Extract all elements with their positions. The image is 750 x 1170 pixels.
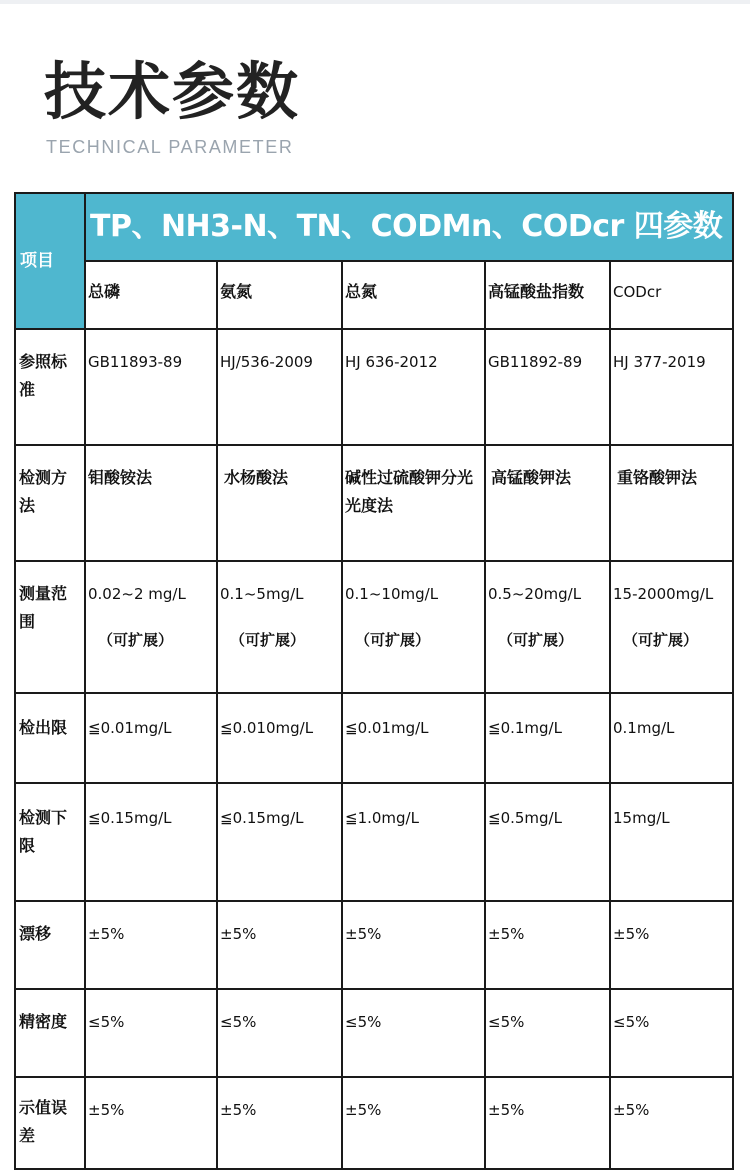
row-label: 漂移 (15, 901, 85, 989)
table-cell: GB11893-89 (85, 329, 217, 445)
table-cell: 高锰酸钾法 (485, 445, 610, 561)
table-cell: ≤5% (610, 989, 733, 1077)
table-cell: GB11892-89 (485, 329, 610, 445)
table-cell: HJ/536-2009 (217, 329, 342, 445)
range-value: 15-2000mg/L (613, 585, 714, 603)
row-label: 参照标准 (15, 329, 85, 445)
table-cell (85, 561, 217, 693)
table-cell: 钼酸铵法 (85, 445, 217, 561)
param-cell: 氨氮 (217, 261, 342, 329)
table-row (15, 445, 733, 561)
table-row (15, 329, 733, 445)
range-value: 0.1~5mg/L (220, 585, 304, 603)
page-title: 技术参数 (44, 55, 301, 128)
table-row (15, 989, 733, 1077)
table-header-row (15, 193, 733, 261)
range-extendable-note: （可扩展） (623, 631, 699, 649)
table-cell: ≦0.1mg/L (485, 693, 610, 783)
banner-cell: TP、NH3-N、TN、CODMn、CODcr 四参数 (85, 193, 733, 261)
range-extendable-note: （可扩展） (498, 631, 574, 649)
param-row (15, 261, 733, 329)
table-cell: ≦0.010mg/L (217, 693, 342, 783)
parameter-table (14, 192, 734, 1170)
table-cell: ≦0.01mg/L (85, 693, 217, 783)
table-row (15, 561, 733, 693)
table-cell: 重铬酸钾法 (610, 445, 733, 561)
row-label: 检测下限 (15, 783, 85, 901)
table-cell: HJ 636-2012 (342, 329, 485, 445)
table-cell (610, 561, 733, 693)
table-cell: ±5% (485, 1077, 610, 1169)
table-row (15, 1077, 733, 1169)
range-value: 0.1~10mg/L (345, 585, 439, 603)
table-cell: ±5% (85, 1077, 217, 1169)
table-cell: ≦0.5mg/L (485, 783, 610, 901)
table-cell: ≤5% (485, 989, 610, 1077)
range-extendable-note: （可扩展） (98, 631, 174, 649)
table-cell: ≦1.0mg/L (342, 783, 485, 901)
param-cell: 总磷 (85, 261, 217, 329)
table-cell: ≤5% (217, 989, 342, 1077)
table-cell: ±5% (217, 901, 342, 989)
table-cell: 0.1mg/L (610, 693, 733, 783)
row-label: 检测方法 (15, 445, 85, 561)
table-cell: 水杨酸法 (217, 445, 342, 561)
param-cell: CODcr (610, 261, 733, 329)
row-label: 示值误差 (15, 1077, 85, 1169)
table-row (15, 783, 733, 901)
table-cell: ≦0.01mg/L (342, 693, 485, 783)
table-cell (342, 561, 485, 693)
table-row (15, 693, 733, 783)
table-cell: ±5% (610, 1077, 733, 1169)
top-divider (0, 0, 750, 4)
table-cell: ±5% (85, 901, 217, 989)
table-cell: HJ 377-2019 (610, 329, 733, 445)
range-extendable-note: （可扩展） (355, 631, 431, 649)
table-cell: ≦0.15mg/L (85, 783, 217, 901)
row-label: 精密度 (15, 989, 85, 1077)
table-row (15, 901, 733, 989)
param-cell: 高锰酸盐指数 (485, 261, 610, 329)
row-label: 检出限 (15, 693, 85, 783)
range-value: 0.02~2 mg/L (88, 585, 186, 603)
table-cell (485, 561, 610, 693)
range-value: 0.5~20mg/L (488, 585, 582, 603)
table-cell: 碱性过硫酸钾分光光度法 (342, 445, 485, 561)
table-cell: 15mg/L (610, 783, 733, 901)
table-cell: ±5% (217, 1077, 342, 1169)
row-label: 测量范围 (15, 561, 85, 693)
page-subtitle: TECHNICAL PARAMETER (46, 137, 294, 157)
range-extendable-note: （可扩展） (230, 631, 306, 649)
table-cell: ≦0.15mg/L (217, 783, 342, 901)
table-cell (217, 561, 342, 693)
item-header-cell: 项目 (15, 193, 85, 329)
table-cell: ±5% (342, 1077, 485, 1169)
table-cell: ±5% (342, 901, 485, 989)
table-cell: ±5% (485, 901, 610, 989)
table-cell: ≤5% (85, 989, 217, 1077)
param-cell: 总氮 (342, 261, 485, 329)
table-cell: ±5% (610, 901, 733, 989)
table-cell: ≤5% (342, 989, 485, 1077)
